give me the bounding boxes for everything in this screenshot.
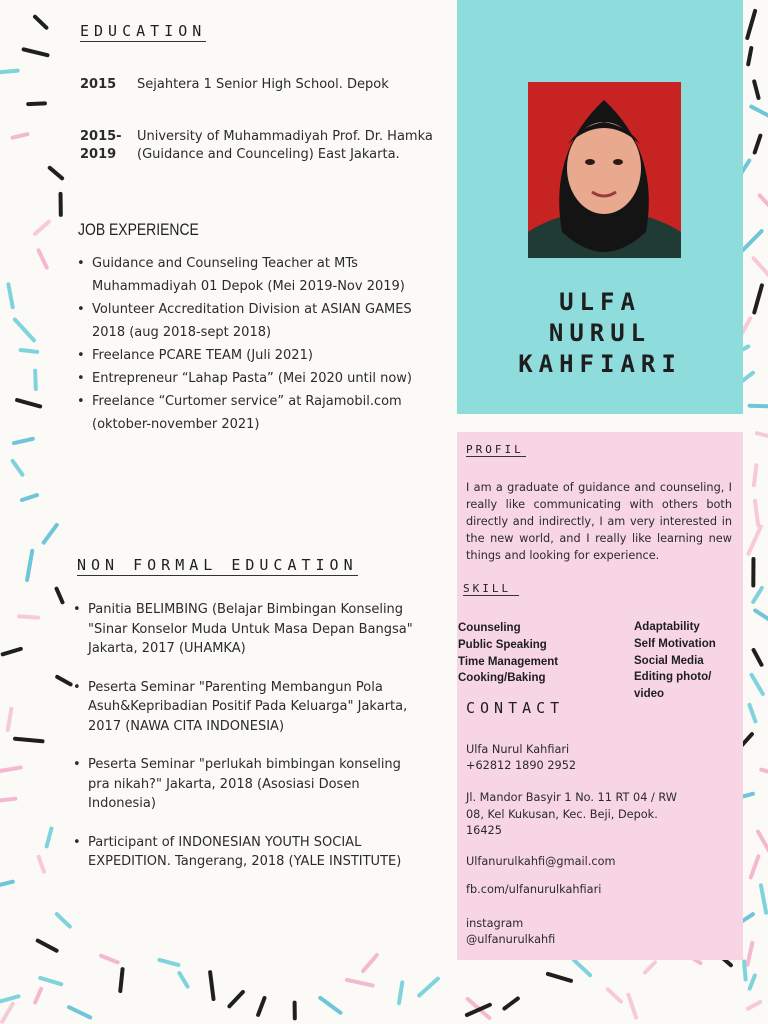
confetti-sprinkle	[0, 996, 18, 1002]
confetti-sprinkle	[754, 285, 762, 312]
confetti-sprinkle	[754, 258, 768, 277]
confetti-sprinkle	[13, 134, 28, 137]
confetti-sprinkle	[35, 989, 41, 1003]
confetti-sprinkle	[0, 71, 18, 74]
job-experience-heading: JOB EXPERIENCE	[78, 220, 199, 239]
list-item: • Freelance PCARE TEAM (Juli 2021)	[76, 344, 436, 367]
confetti-sprinkle	[24, 49, 48, 55]
confetti-sprinkle	[504, 998, 517, 1008]
confetti-sprinkle	[755, 610, 768, 621]
person-portrait-icon	[528, 82, 681, 258]
skill-item: Adaptability	[634, 621, 700, 633]
confetti-sprinkle	[748, 48, 751, 64]
skill-item: Public Speaking	[458, 638, 547, 651]
confetti-sprinkle	[754, 650, 762, 665]
confetti-sprinkle	[39, 857, 44, 872]
confetti-sprinkle	[751, 856, 759, 877]
confetti-sprinkle	[757, 433, 768, 438]
confetti-sprinkle	[13, 461, 23, 475]
confetti-sprinkle	[159, 960, 178, 965]
skill-heading: SKILL	[463, 582, 519, 596]
contact-heading: CONTACT	[466, 699, 565, 717]
confetti-sprinkle	[419, 979, 438, 996]
confetti-sprinkle	[758, 832, 768, 853]
profile-photo	[528, 82, 681, 258]
name-line: KAHFIARI	[518, 350, 682, 378]
confetti-sprinkle	[57, 589, 63, 603]
confetti-sprinkle	[35, 371, 36, 389]
confetti-sprinkle	[35, 222, 49, 234]
skill-item: Counseling	[458, 622, 521, 634]
confetti-sprinkle	[755, 501, 758, 526]
list-item: • Guidance and Counseling Teacher at MTs Muhammadiyah 01 Depok (Mei 2019-Nov 2019)	[76, 252, 436, 298]
contact-facebook-link[interactable]: fb.com/ulfanurulkahfiari	[466, 883, 602, 896]
list-item: • Panitia BELIMBING (Belajar Bimbingan Konseling "Sinar Konselor Muda Untuk Masa Depan Bangsa" Jakarta, 2017 (UHAMKA)	[72, 600, 417, 659]
education-description: Sejahtera 1 Senior High School. Depok	[137, 77, 389, 92]
confetti-sprinkle	[548, 974, 571, 981]
list-item: • Participant of INDONESIAN YOUTH SOCIAL EXPEDITION. Tangerang, 2018 (YALE INSTITUTE)	[72, 833, 417, 872]
confetti-sprinkle	[2, 1004, 13, 1022]
confetti-sprinkle	[258, 998, 264, 1015]
contact-address: Jl. Mandor Basyir 1 No. 11 RT 04 / RW 08, Kel Kukusan, Kec. Beji, Depok. 16425	[466, 791, 677, 837]
confetti-sprinkle	[751, 107, 768, 116]
name-line: NURUL	[548, 319, 652, 347]
confetti-sprinkle	[742, 231, 761, 251]
skill-list-right	[634, 619, 744, 703]
skill-item: Cooking/Baking	[458, 672, 546, 685]
confetti-sprinkle	[3, 649, 21, 654]
confetti-sprinkle	[748, 943, 753, 965]
contact-email-link[interactable]: Ulfanurulkahfi@gmail.com	[466, 855, 616, 868]
confetti-sprinkle	[57, 914, 70, 926]
education-description: University of Muhammadiyah Prof. Dr. Hamka (Guidance and Counceling) East Jakarta.	[137, 129, 433, 162]
list-item: • Freelance “Curtomer service” at Rajamobil.com (oktober-november 2021)	[76, 390, 436, 436]
profil-text: I am a graduate of guidance and counseling, I really like communicating with others both directly and indirectly, I am very interested in the new world, and I really like learning new things and looking for experience.	[466, 481, 732, 562]
list-item: • Volunteer Accreditation Division at ASIAN GAMES 2018 (aug 2018-sept 2018)	[76, 298, 436, 344]
confetti-sprinkle	[749, 527, 761, 554]
confetti-sprinkle	[753, 588, 762, 602]
confetti-sprinkle	[752, 675, 763, 694]
confetti-sprinkle	[747, 11, 755, 38]
confetti-sprinkle	[0, 799, 15, 802]
confetti-sprinkle	[750, 406, 768, 407]
confetti-sprinkle	[608, 989, 621, 1001]
confetti-sprinkle	[754, 465, 757, 485]
non-formal-education-heading: NON FORMAL EDUCATION	[77, 556, 358, 574]
education-year: 2015- 2019	[80, 129, 122, 162]
confetti-sprinkle	[0, 768, 21, 773]
confetti-sprinkle	[8, 284, 12, 307]
confetti-sprinkle	[120, 969, 122, 991]
contact-phone[interactable]: +62812 1890 2952	[466, 759, 577, 772]
name-line: ULFA	[559, 288, 641, 316]
confetti-sprinkle	[69, 1007, 90, 1017]
confetti-sprinkle	[38, 941, 57, 951]
confetti-sprinkle	[22, 495, 37, 500]
confetti-sprinkle	[229, 992, 243, 1006]
confetti-sprinkle	[21, 350, 38, 352]
confetti-sprinkle	[628, 995, 636, 1018]
contact-name: Ulfa Nurul Kahfiari	[466, 743, 570, 756]
confetti-sprinkle	[19, 616, 38, 617]
skill-item: Social Media	[634, 654, 704, 667]
confetti-sprinkle	[761, 770, 768, 775]
confetti-sprinkle	[645, 962, 655, 972]
confetti-sprinkle	[748, 1002, 760, 1009]
confetti-sprinkle	[44, 525, 57, 543]
contact-instagram-link[interactable]: @ulfanurulkahfi	[466, 933, 556, 946]
confetti-sprinkle	[8, 709, 12, 730]
confetti-sprinkle	[744, 962, 745, 980]
confetti-sprinkle	[750, 976, 755, 989]
confetti-sprinkle	[101, 956, 118, 963]
confetti-sprinkle	[15, 739, 43, 742]
confetti-sprinkle	[57, 677, 70, 685]
confetti-sprinkle	[27, 551, 32, 580]
job-experience-list	[76, 252, 436, 436]
skill-list-left	[458, 620, 558, 687]
skill-item: Editing photo/ video	[634, 671, 712, 701]
list-item: • Entrepreneur “Lahap Pasta” (Mei 2020 until now)	[76, 367, 436, 390]
education-year: 2015	[80, 77, 117, 92]
confetti-sprinkle	[210, 972, 213, 999]
confetti-sprinkle	[17, 400, 40, 406]
full-name-title	[457, 287, 743, 380]
list-item: • Peserta Seminar "perlukah bimbingan konseling pra nikah?" Jakarta, 2018 (Asosiasi Dosen Indonesia)	[72, 755, 417, 814]
confetti-sprinkle	[749, 705, 755, 722]
education-heading: EDUCATION	[80, 22, 207, 40]
confetti-sprinkle	[14, 439, 33, 443]
contact-instagram-label: instagram	[466, 917, 524, 930]
confetti-sprinkle	[15, 320, 34, 341]
skill-item: Time Management	[458, 655, 559, 668]
confetti-sprinkle	[363, 955, 377, 971]
confetti-sprinkle	[760, 195, 768, 210]
confetti-sprinkle	[28, 103, 45, 104]
confetti-sprinkle	[399, 982, 402, 1003]
list-item: • Peserta Seminar "Parenting Membangun Pola Asuh&Kepribadian Positif Pada Keluarga" Jakarta, 2017 (NAWA CITA INDONESIA)	[72, 678, 417, 737]
confetti-sprinkle	[40, 978, 61, 984]
confetti-sprinkle	[35, 17, 46, 28]
confetti-sprinkle	[47, 828, 52, 846]
confetti-sprinkle	[754, 81, 758, 97]
confetti-sprinkle	[50, 168, 62, 178]
confetti-sprinkle	[0, 882, 13, 887]
confetti-sprinkle	[761, 885, 766, 912]
profil-heading: PROFIL	[466, 443, 524, 456]
non-formal-education-list	[72, 600, 417, 891]
confetti-sprinkle	[574, 960, 590, 975]
confetti-sprinkle	[755, 136, 761, 153]
skill-item: Self Motivation	[634, 637, 716, 650]
confetti-sprinkle	[320, 998, 340, 1013]
confetti-sprinkle	[179, 973, 187, 987]
confetti-sprinkle	[38, 250, 46, 267]
confetti-sprinkle	[347, 980, 373, 985]
